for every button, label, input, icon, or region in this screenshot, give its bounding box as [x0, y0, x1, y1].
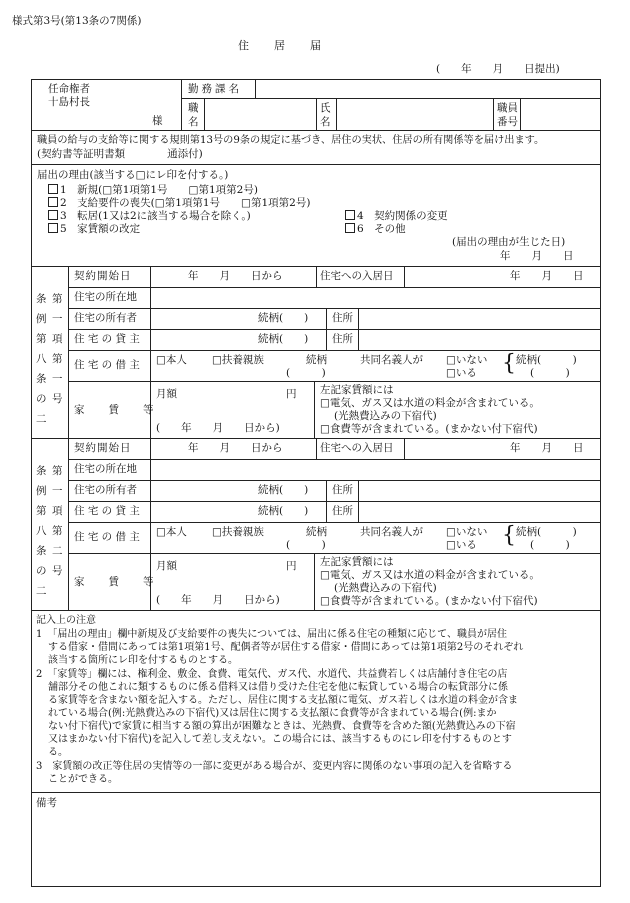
co-lessee-relation-paren: ( ): [530, 367, 570, 379]
statement: 職員の給与の支給等に関する規則第13号の9条の規定に基づき、居住の実状、住居の所有関係等を届け出ます。: [37, 135, 545, 146]
job-label: 職 名: [188, 102, 199, 128]
reason-1[interactable]: 1 新規(□第1項第1号 □第1項第2号): [48, 184, 258, 196]
note-2: 2 「家賃等」欄には、権利金、敷金、食費、電気代、ガス代、水道代、共益費若しくは店舗付き住宅の店: [36, 669, 508, 680]
checkbox[interactable]: [48, 184, 58, 194]
note-2b: 舗部分その他これに類するものに係る借料又は借り受けた住宅を他に転貸している場合の転貸部分に係: [48, 682, 508, 693]
owner-label-2: 住宅の所有者: [74, 484, 137, 496]
staff-no-label: 職員 番号: [497, 102, 518, 128]
brace-icon: {: [502, 523, 516, 548]
checkbox[interactable]: [48, 197, 58, 207]
section2-side-right: 第一項第二号: [52, 465, 63, 577]
owner-relation-2: 続柄( ): [258, 484, 309, 496]
relation-word-2: 続柄: [306, 526, 327, 538]
rent-from-date: ( 年 月 日から): [156, 422, 280, 434]
co-lessee-none-2[interactable]: □いない: [446, 526, 488, 538]
rent-label-2: 家 賃 等: [74, 576, 155, 588]
name-label: 氏 名: [320, 102, 331, 128]
co-lessee-none[interactable]: □いない: [446, 354, 488, 366]
rent-note-2-2[interactable]: □電気、ガス又は水道の料金が含まれている。: [320, 569, 540, 581]
owner-relation: 続柄( ): [258, 312, 309, 324]
borrower-label-2: 住 宅 の 借 主: [74, 531, 140, 543]
owner-address: 住所: [332, 312, 353, 324]
contract-start-value-2: 年 月 日から: [188, 442, 283, 454]
note-1b: する借家・借間にあっては第1項第1号、配偶者等が居住する借家・借間にあっては第1項第2号のそれぞれ: [48, 642, 524, 653]
contract-start-label: 契約開始日: [74, 270, 132, 282]
rent-note-3: (光熱費込みの下宿代): [334, 410, 437, 422]
move-in-value-2: 年 月 日: [510, 442, 584, 454]
reason-4[interactable]: 4 契約関係の変更: [345, 210, 448, 222]
section2-side-left: 条例第八条の二: [36, 465, 47, 597]
rent-note-4[interactable]: □食費等が含まれている。(まかない付下宿代): [320, 423, 538, 435]
brace-icon: {: [502, 351, 516, 376]
authority-label: 任命権者: [48, 83, 90, 95]
move-in-label: 住宅への入居日: [320, 270, 394, 282]
remarks-area[interactable]: [31, 792, 601, 887]
monthly-label: 月額: [156, 388, 177, 400]
relation-word: 続柄: [306, 354, 327, 366]
monthly-label-2: 月額: [156, 560, 177, 572]
yen-label-2: 円: [286, 560, 297, 572]
reason-5[interactable]: 5 家賃額の改定: [48, 223, 140, 235]
contract-start-label-2: 契約開始日: [74, 442, 132, 454]
rent-label: 家 賃 等: [74, 404, 155, 416]
rent-from-date-2: ( 年 月 日から): [156, 594, 280, 606]
reasons-heading: 届出の理由(該当する□にレ印を付する。): [37, 169, 229, 181]
self-checkbox-2[interactable]: □本人: [156, 526, 187, 538]
reason-occur-label: (届出の理由が生じた日): [452, 236, 566, 248]
co-lessee-label: 共同名義人が: [360, 354, 423, 366]
rent-note-2[interactable]: □電気、ガス又は水道の料金が含まれている。: [320, 397, 540, 409]
lessor-address-2: 住所: [332, 505, 353, 517]
note-2c: る家賃等を含まない額を記入する。ただし、居住に関する支払額に電気、ガス若しくは水道の料金が含ま: [48, 695, 518, 706]
co-lessee-exists[interactable]: □いる: [446, 367, 477, 379]
page-title: 住 居 届: [238, 39, 322, 52]
rent-note-1-2: 左記家賃額には: [320, 556, 394, 568]
note-1: 1 「届出の理由」欄中新規及び支給要件の喪失については、届出に係る住宅の種類に応じて、職員が居住: [36, 629, 507, 640]
note-2d: れている場合(例:光熱費込みの下宿代)又は居住に関する支払額に食費等が含まれている場合(例:まか: [48, 708, 497, 719]
co-lessee-label-2: 共同名義人が: [360, 526, 423, 538]
location-label: 住宅の所在地: [74, 291, 137, 303]
yen-label: 円: [286, 388, 297, 400]
lessor-label-2: 住 宅 の 貸 主: [74, 505, 140, 517]
checkbox[interactable]: [48, 223, 58, 233]
reason-3[interactable]: 3 転居(1又は2に該当する場合を除く。): [48, 210, 251, 222]
note-2e: ない付下宿代)で家賃に相当する額の算出が困難なときは、光熱費、食費等を含めた額(光熱費込みの下宿: [48, 721, 516, 732]
rent-note-3-2: (光熱費込みの下宿代): [334, 582, 437, 594]
notes-heading: 記入上の注意: [36, 615, 96, 626]
borrower-label: 住 宅 の 借 主: [74, 359, 140, 371]
co-lessee-relation-2: 続柄( ): [516, 526, 577, 538]
move-in-value: 年 月 日: [510, 270, 584, 282]
sama-label: 様: [152, 115, 163, 127]
lessor-relation: 続柄( ): [258, 333, 309, 345]
owner-label: 住宅の所有者: [74, 312, 137, 324]
reason-6[interactable]: 6 その他: [345, 223, 406, 235]
co-lessee-relation: 続柄( ): [516, 354, 577, 366]
rent-note-1: 左記家賃額には: [320, 384, 394, 396]
section1-side-left: 条例第八条の二: [36, 293, 47, 425]
relation-paren-2: ( ): [286, 539, 326, 551]
remarks-label: 備考: [36, 797, 57, 809]
contract-start-value: 年 月 日から: [188, 270, 283, 282]
reason-2[interactable]: 2 支給要件の喪失(□第1項第1号 □第1項第2号): [48, 197, 310, 209]
note-3: 3 家賃額の改正等住居の実情等の一部に変更がある場合が、変更内容に関係のない事項の記入を省略する: [36, 761, 513, 772]
location-label-2: 住宅の所在地: [74, 463, 137, 475]
co-lessee-relation-paren-2: ( ): [530, 539, 570, 551]
checkbox[interactable]: [48, 210, 58, 220]
self-checkbox[interactable]: □本人: [156, 354, 187, 366]
owner-address-2: 住所: [332, 484, 353, 496]
relation-paren: ( ): [286, 367, 326, 379]
move-in-label-2: 住宅への入居日: [320, 442, 394, 454]
reason-occur-date: 年 月 日: [500, 250, 574, 262]
authority-name: 十島村長: [48, 96, 90, 108]
submit-date: ( 年 月 日提出): [436, 63, 560, 75]
contract-note: (契約書等証明書類 通添付): [37, 148, 203, 160]
dept-label: 勤務課名: [188, 83, 242, 95]
co-lessee-exists-2[interactable]: □いる: [446, 539, 477, 551]
checkbox[interactable]: [345, 210, 355, 220]
note-2f: 又はまかない付下宿代)を記入して差し支えない。この場合には、該当するものにレ印を付するものとす: [48, 734, 512, 745]
section1-side-right: 第一項第一号: [52, 293, 63, 405]
dependent-checkbox[interactable]: □扶養親族: [212, 354, 264, 366]
dependent-checkbox-2[interactable]: □扶養親族: [212, 526, 264, 538]
note-3b: ことができる。: [48, 774, 118, 785]
lessor-relation-2: 続柄( ): [258, 505, 309, 517]
lessor-label: 住 宅 の 貸 主: [74, 333, 140, 345]
note-1c: 該当する箇所にレ印を付するものとする。: [48, 655, 238, 666]
lessor-address: 住所: [332, 333, 353, 345]
form-number: 様式第3号(第13条の7関係): [12, 15, 142, 27]
rent-note-4-2[interactable]: □食費等が含まれている。(まかない付下宿代): [320, 595, 538, 607]
checkbox[interactable]: [345, 223, 355, 233]
note-2g: る。: [48, 747, 68, 758]
